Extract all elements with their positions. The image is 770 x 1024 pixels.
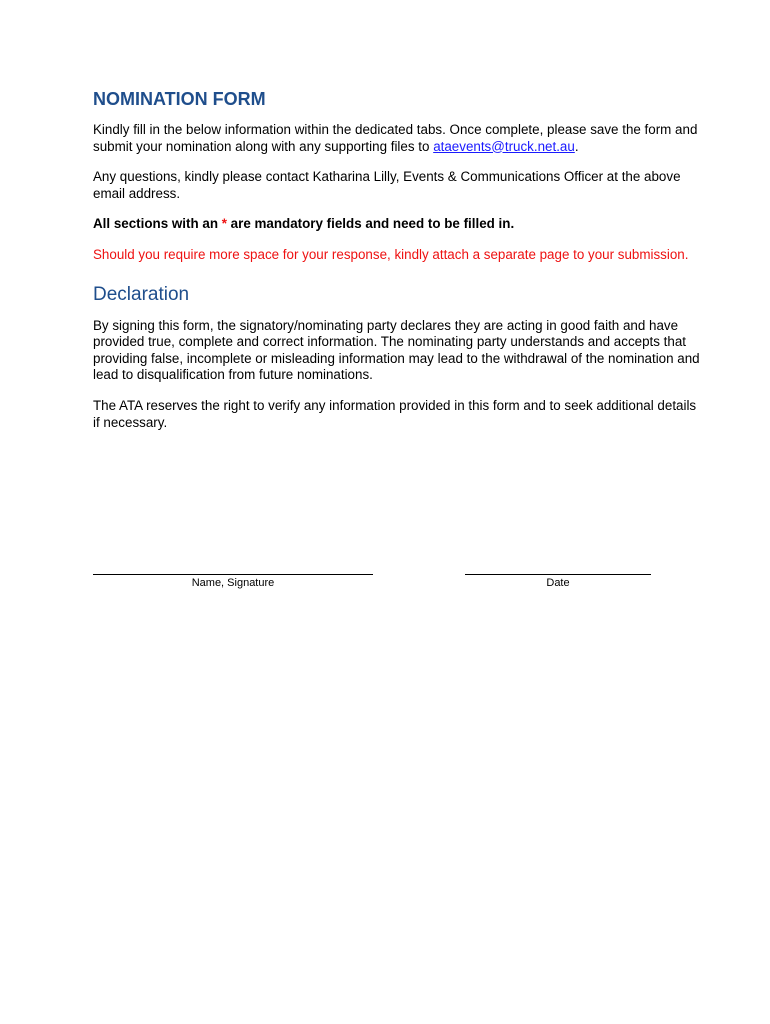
signature-row: [93, 574, 653, 594]
declaration-paragraph-1: By signing this form, the signatory/nominating party declares they are acting in good faith and have provided true, complete and correct information. The nominating party understands and accepts that providing false, incomplete or misleading information may lead to the withdrawal of the nomination and lead to disqualification from future nominations.: [93, 317, 700, 383]
document-page: [93, 86, 705, 445]
intro-end: .: [574, 138, 579, 154]
mandatory-suffix: are mandatory fields and need to be filled in.: [226, 216, 515, 232]
date-label: Date: [546, 577, 570, 589]
mandatory-asterisk: *: [221, 216, 227, 232]
name-signature-line: [93, 574, 373, 575]
intro-text: Kindly fill in the below information within the dedicated tabs. Once complete, please save the form and submit your nomination along with any supporting files to: [93, 122, 698, 154]
declaration-heading: Declaration: [93, 283, 190, 305]
space-note: Should you require more space for your response, kindly attach a separate page to your submission.: [93, 246, 689, 262]
name-signature-field[interactable]: [93, 574, 373, 590]
date-field[interactable]: [465, 574, 651, 590]
declaration-paragraph-2: The ATA reserves the right to verify any information provided in this form and to seek additional details if necessary.: [93, 397, 697, 430]
name-signature-label: Name, Signature: [191, 577, 275, 589]
mandatory-note: [93, 216, 705, 233]
email-link[interactable]: ataevents@truck.net.au: [433, 138, 575, 154]
intro-paragraph: [93, 122, 705, 155]
questions-paragraph: Any questions, kindly please contact Katharina Lilly, Events & Communications Officer at the above email address.: [93, 169, 681, 201]
form-title: NOMINATION FORM: [93, 89, 266, 109]
date-line: [465, 574, 651, 575]
mandatory-prefix: All sections with an: [93, 216, 222, 232]
